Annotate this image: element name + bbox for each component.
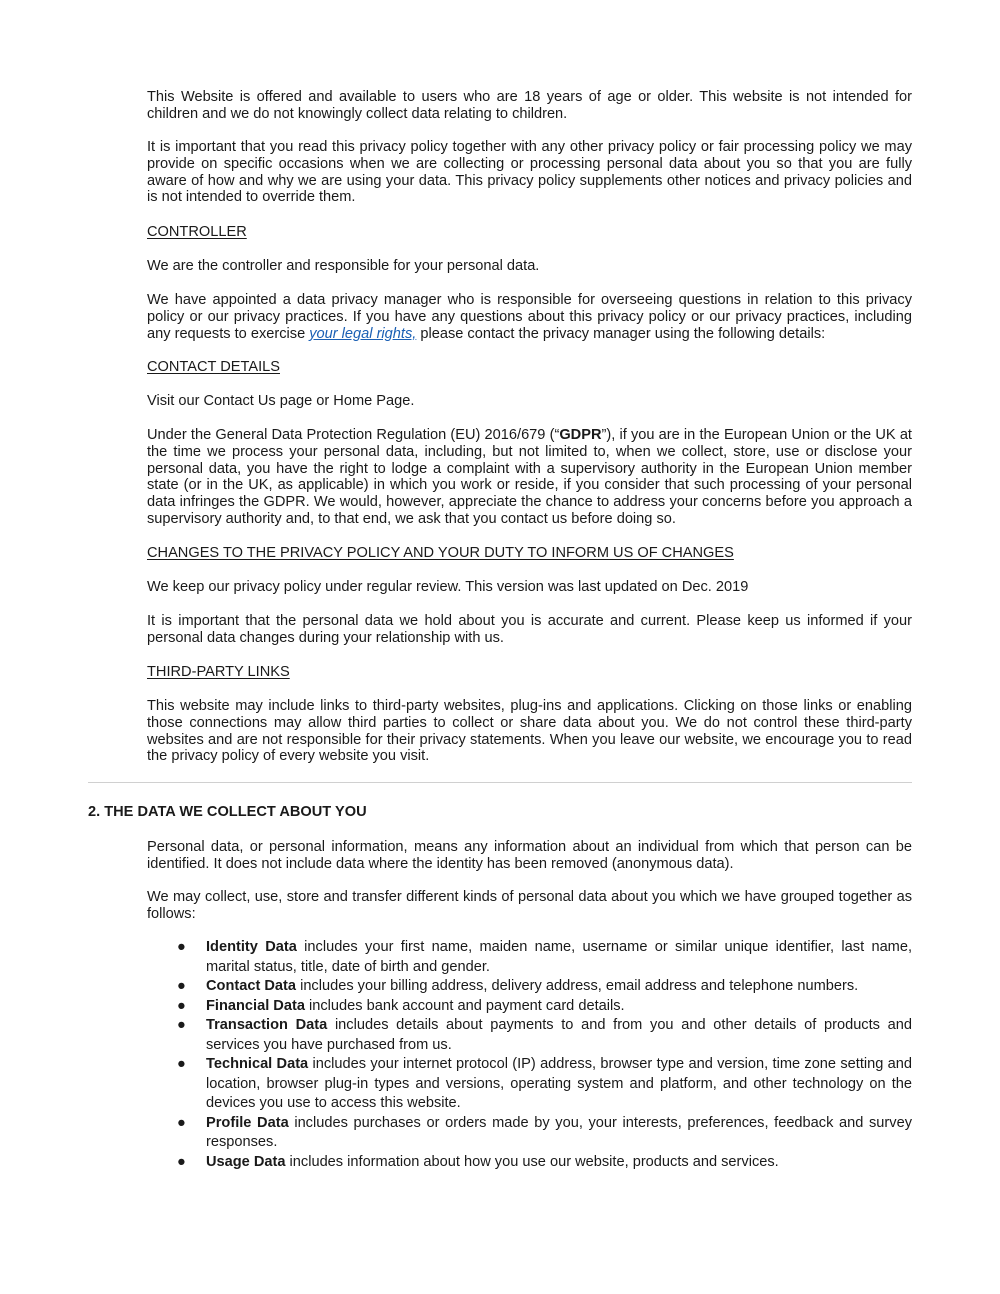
privacy-manager-text-start: We have appointed a data privacy manager who is responsible for overseeing questions in relation to this privacy policy or our privacy practices. If you have any questions about this privacy policy or our privacy practices, including any requests to exercise xyxy=(147,292,912,342)
list-item-text: includes your first name, maiden name, username or similar unique identifier, last name, marital status, title, date of birth and gender. xyxy=(206,939,913,975)
list-item-text: includes your billing address, delivery address, email address and telephone numbers. xyxy=(296,978,859,994)
data-kinds-paragraph xyxy=(147,889,912,923)
accuracy-text: It is important that the personal data we hold about you is accurate and current. Please keep us informed if your personal data changes during your relationship with us. xyxy=(147,613,912,646)
gdpr-text xyxy=(147,427,912,528)
list-item xyxy=(147,977,912,997)
list-item-term: Identity Data xyxy=(206,939,297,955)
review-text: We keep our privacy policy under regular review. This version was last updated on Dec. 2019 xyxy=(147,579,749,595)
list-item xyxy=(147,1055,912,1114)
list-item xyxy=(147,997,912,1017)
bullet-icon: ● xyxy=(177,1153,186,1170)
list-item-term: Usage Data xyxy=(206,1153,286,1170)
intro-age-text: This Website is offered and available to users who are 18 years of age or older. This website is not intended for children and we do not knowingly collect data relating to children. xyxy=(147,89,912,122)
review-paragraph xyxy=(147,579,912,596)
list-item-text: includes bank account and payment card details. xyxy=(304,997,625,1014)
data-kinds-text: We may collect, use, store and transfer different kinds of personal data about you which we have grouped together as follows: xyxy=(147,889,912,922)
list-item xyxy=(147,938,912,977)
intro-age-paragraph xyxy=(147,89,912,123)
bullet-icon: ● xyxy=(177,1114,186,1131)
bullet-icon: ● xyxy=(177,997,186,1014)
intro-read-paragraph xyxy=(147,139,912,206)
contact-text: Visit our Contact Us page or Home Page. xyxy=(147,393,415,409)
personal-data-definition-paragraph xyxy=(147,839,912,873)
privacy-manager-paragraph xyxy=(147,292,912,342)
list-item xyxy=(147,1114,912,1153)
privacy-manager-text-end: please contact the privacy manager using the following details: xyxy=(416,325,826,342)
list-item xyxy=(147,1153,912,1173)
contact-paragraph xyxy=(147,393,912,410)
list-item-term: Profile Data xyxy=(206,1114,289,1131)
list-item-text: includes information about how you use our website, products and services. xyxy=(285,1153,779,1170)
section-2-title: 2. THE DATA WE COLLECT ABOUT YOU xyxy=(88,804,367,820)
privacy-manager-text xyxy=(147,292,912,342)
data-categories-list xyxy=(147,938,912,1172)
list-item-text: includes purchases or orders made by you, your interests, preferences, feedback and survey responses. xyxy=(206,1114,912,1150)
legal-rights-link[interactable]: your legal rights, xyxy=(309,325,417,342)
bullet-icon: ● xyxy=(177,939,186,955)
accuracy-paragraph xyxy=(147,613,912,647)
controller-heading: CONTROLLER xyxy=(147,224,247,240)
gdpr-text-end: ”), if you are in the European Union or the UK at the time we process your personal data, including, but not limited to, when we collect, store, use or disclose your personal data, you have the right to lodge a complaint with a supervisory authority in the European Union member state (or in the UK, as applicable) in which you work or reside, if you consider that such processing of your personal data infringes the GDPR. We would, however, appreciate the chance to address your concerns before you approach a supervisory authority and, to that end, we ask that you contact us before doing so. xyxy=(147,427,912,527)
bullet-icon: ● xyxy=(177,1056,186,1072)
contact-details-heading: CONTACT DETAILS xyxy=(147,359,280,375)
list-item-text: includes details about payments to and from you and other details of products and services you have purchased from us. xyxy=(206,1017,913,1053)
list-item-text: includes your internet protocol (IP) address, browser type and version, time zone setting and location, browser plug-in types and versions, operating system and platform, and other technology on the devices you use to access this website. xyxy=(206,1056,913,1111)
controller-text: We are the controller and responsible for your personal data. xyxy=(147,258,540,274)
third-party-heading: THIRD-PARTY LINKS xyxy=(147,664,290,680)
gdpr-text-start: Under the General Data Protection Regulation (EU) 2016/679 (“ xyxy=(147,427,560,443)
bullet-icon: ● xyxy=(177,1017,186,1033)
list-item-term: Financial Data xyxy=(206,997,305,1014)
bullet-icon: ● xyxy=(177,978,186,994)
third-party-text: This website may include links to third-party websites, plug-ins and applications. Clicking on those links or enabling those connections may allow third parties to collect or share data about you. We do not control these third-party websites and are not responsible for their privacy statements. When you leave our website, we encourage you to read the privacy policy of every website you visit. xyxy=(147,698,912,765)
gdpr-paragraph xyxy=(147,427,912,528)
gdpr-term: GDPR xyxy=(559,427,602,443)
list-item-term: Contact Data xyxy=(206,978,297,994)
changes-heading: CHANGES TO THE PRIVACY POLICY AND YOUR DUTY TO INFORM US OF CHANGES xyxy=(147,545,734,561)
section-divider xyxy=(88,782,912,783)
list-item-term: Technical Data xyxy=(206,1056,309,1072)
intro-read-text: It is important that you read this privacy policy together with any other privacy policy or fair processing policy we may provide on specific occasions when we are collecting or processing personal data about you so that you are fully aware of how and why we are using your data. This privacy policy supplements other notices and privacy policies and is not intended to override them. xyxy=(147,139,912,206)
list-item-term: Transaction Data xyxy=(206,1017,328,1033)
third-party-paragraph xyxy=(147,698,912,765)
controller-paragraph xyxy=(147,258,912,275)
list-item xyxy=(147,1016,912,1055)
personal-data-definition-text: Personal data, or personal information, means any information about an individual from which that person can be identified. It does not include data where the identity has been removed (anonymous data). xyxy=(147,839,912,872)
